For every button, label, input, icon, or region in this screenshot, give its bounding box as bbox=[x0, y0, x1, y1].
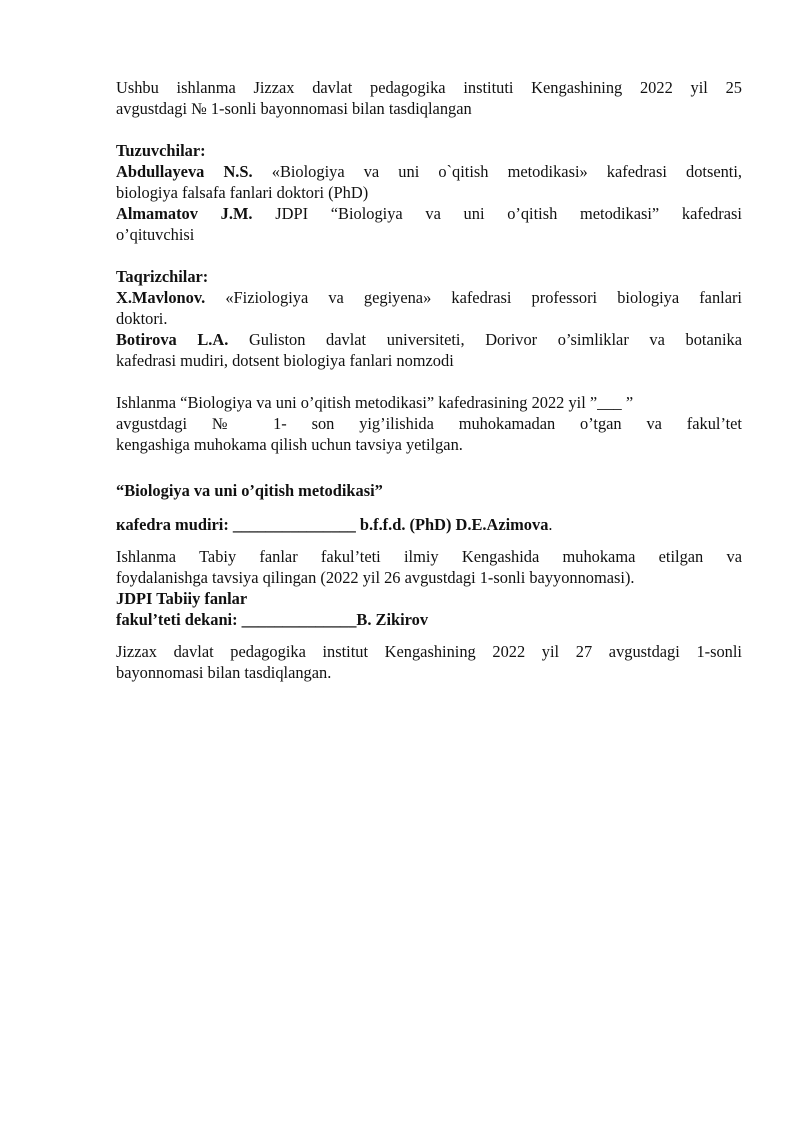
reviewer-1-line-2: doktori. bbox=[116, 309, 168, 328]
department-block bbox=[116, 480, 742, 535]
compiler-2-name: Almamatov J.M. bbox=[116, 204, 253, 223]
department-title: “Biologiya va uni o’qitish metodikasi” bbox=[116, 481, 383, 500]
dean-line-1: JDPI Tabiiy fanlar bbox=[116, 589, 248, 608]
document-content bbox=[116, 77, 742, 683]
faculty-review-block bbox=[116, 546, 742, 630]
approval-line-2: avgustdagi № 1-sonli bayonnomasi bilan tasdiqlangan bbox=[116, 99, 472, 118]
final-approval-paragraph bbox=[116, 641, 742, 683]
approval-paragraph bbox=[116, 77, 742, 119]
department-head-signature: кafedra mudiri: _______________ b.f.f.d. (PhD) D.E.Azimova bbox=[116, 515, 549, 534]
reviewer-2-name: Botirova L.A. bbox=[116, 330, 229, 349]
reviewer-1-text-1: «Fiziologiya va gegiyena» kafedrasi professori biologiya fanlari bbox=[225, 288, 742, 307]
department-review-line-1: Ishlanma “Biologiya va uni o’qitish metodikasi” kafedrasining 2022 yil ”___ ” bbox=[116, 393, 634, 412]
dean-signature-line: fakul’teti dekani: ______________B. Zikirov bbox=[116, 610, 429, 629]
department-review-paragraph bbox=[116, 392, 742, 455]
compiler-2-text-1: JDPI “Biologiya va uni o’qitish metodikasi” kafedrasi bbox=[275, 204, 742, 223]
compiler-1-line-1 bbox=[116, 161, 742, 182]
reviewers-section bbox=[116, 266, 742, 371]
compiler-1-name: Abdullayeva N.S. bbox=[116, 162, 253, 181]
approval-line-1: Ushbu ishlanma Jizzax davlat pedagogika instituti Kengashining 2022 yil 25 bbox=[116, 78, 742, 97]
compilers-section bbox=[116, 140, 742, 245]
compiler-1-text-1: «Biologiya va uni o`qitish metodikasi» kafedrasi dotsenti, bbox=[271, 162, 742, 181]
department-review-line-3: kengashiga muhokama qilish uchun tavsiya yetilgan. bbox=[116, 435, 463, 454]
final-approval-line-1: Jizzax davlat pedagogika institut Kengashining 2022 yil 27 avgustdagi 1-sonli bbox=[116, 642, 742, 661]
compilers-heading: Tuzuvchilar: bbox=[116, 141, 206, 160]
faculty-review-line-2: foydalanishga tavsiya qilingan (2022 yil 26 avgustdagi 1-sonli bayyonnomasi). bbox=[116, 568, 635, 587]
reviewer-2-text-1: Guliston davlat universiteti, Dorivor o’simliklar va botanika bbox=[248, 330, 742, 349]
department-head-line bbox=[116, 514, 742, 535]
reviewer-2-line-1 bbox=[116, 329, 742, 350]
department-review-line-2: avgustdagi № 1- son yig’ilishida muhokamadan o’tgan va fakul’tet bbox=[116, 414, 742, 433]
compiler-2-line-1 bbox=[116, 203, 742, 224]
compiler-2-line-2: o’qituvchisi bbox=[116, 225, 195, 244]
compiler-1-line-2: biologiya falsafa fanlari doktori (PhD) bbox=[116, 183, 369, 202]
reviewer-2-line-2: kafedrasi mudiri, dotsent biologiya fanlari nomzodi bbox=[116, 351, 454, 370]
reviewer-1-line-1 bbox=[116, 287, 742, 308]
final-approval-line-2: bayonnomasi bilan tasdiqlangan. bbox=[116, 663, 332, 682]
department-head-suffix: . bbox=[548, 515, 553, 534]
faculty-review-line-1: Ishlanma Tabiy fanlar fakul’teti ilmiy Kengashida muhokama etilgan va bbox=[116, 547, 742, 566]
reviewer-1-name: X.Mavlonov. bbox=[116, 288, 206, 307]
reviewers-heading: Taqrizchilar: bbox=[116, 267, 209, 286]
